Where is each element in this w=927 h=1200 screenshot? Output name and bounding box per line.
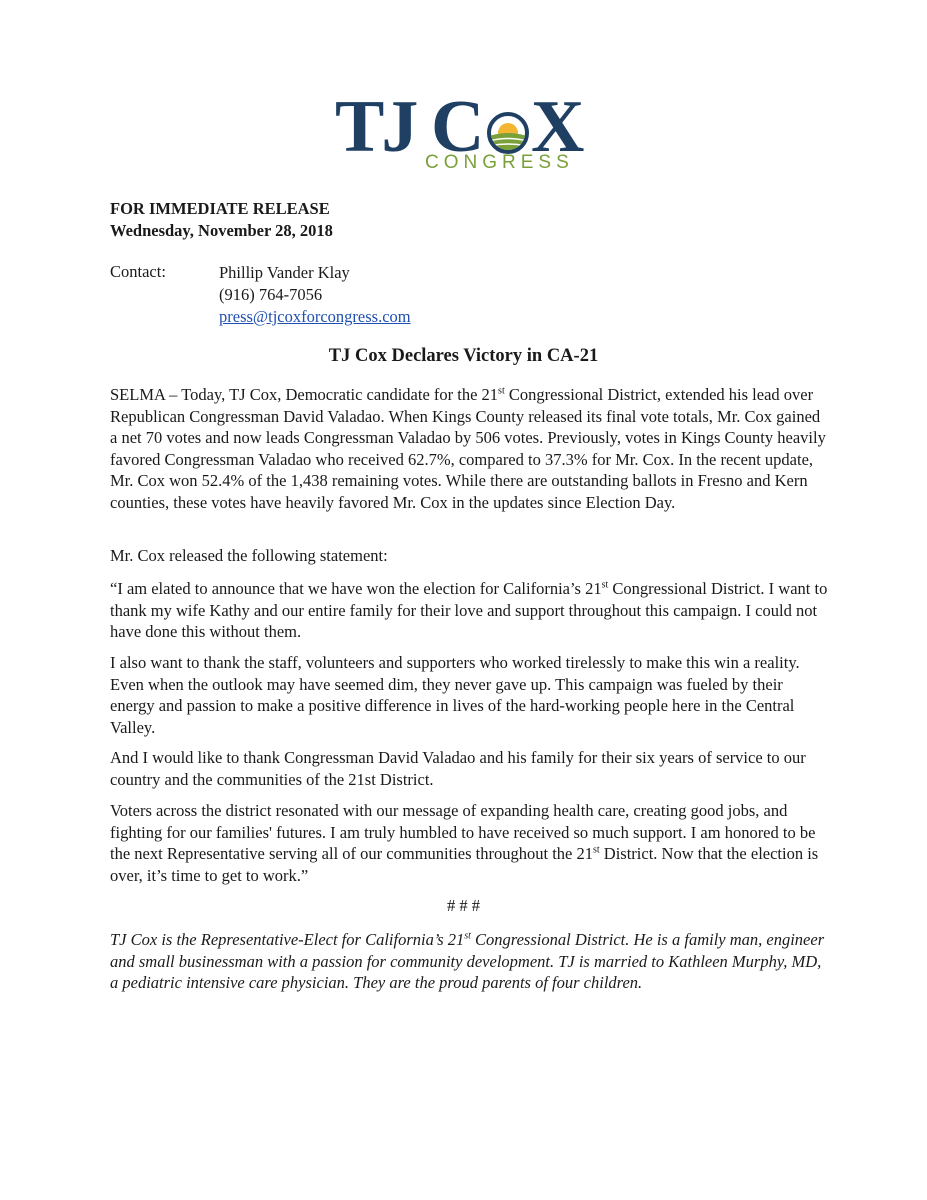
paragraph-quote-4: Voters across the district resonated with our message of expanding health care, creating good jobs, and fighting for our families' futures. I am truly humbled to have received so much support. I am honored to be the next Representative serving all of our communities throughout the 21st District. Now that the election is over, it’s time to get to work.”: [110, 801, 819, 885]
contact-email-link[interactable]: press@tjcoxforcongress.com: [219, 307, 411, 326]
paragraph-statement-lead: Mr. Cox released the following statement:: [110, 546, 388, 565]
paragraph-intro: SELMA – Today, TJ Cox, Democratic candidate for the 21st Congressional District, extended his lead over Republican Congressman David Valadao. When Kings County released its final vote totals, Mr. Cox gained a net 70 votes and now leads Congressman Valadao by 506 votes. Previously, votes in Kings County heavily favored Congressman Valadao who received 62.7%, compared to 37.3% for Mr. Cox. In the recent update, Mr. Cox won 52.4% of the 1,438 remaining votes. While there are outstanding ballots in Fresno and Kern counties, these votes have heavily favored Mr. Cox in the updates since Election Day.: [110, 385, 826, 512]
section-separator: # # #: [447, 896, 480, 915]
sun-field-icon: [487, 112, 529, 154]
contact-name: Phillip Vander Klay: [219, 263, 350, 282]
contact-details: [219, 262, 411, 328]
release-label: FOR IMMEDIATE RELEASE: [110, 199, 330, 218]
paragraph-quote-1: “I am elated to announce that we have won the election for California’s 21st Congressional District. I want to thank my wife Kathy and our entire family for their love and support throughout this campaign. I could not have done this without them.: [110, 579, 828, 641]
contact-label: Contact:: [110, 262, 166, 281]
paragraph-quote-2: I also want to thank the staff, volunteers and supporters who worked tirelessly to make this win a reality. Even when the outlook may have seemed dim, they never gave up. This campaign was fueled by their energy and passion to make a positive difference in lives of the hard-working people here in the Central Valley.: [110, 653, 800, 737]
headline: TJ Cox Declares Victory in CA-21: [328, 346, 599, 366]
paragraph-quote-3: And I would like to thank Congressman David Valadao and his family for their six years of service to our country and the communities of the 21st District.: [110, 748, 806, 789]
release-header: [110, 198, 333, 242]
bio-paragraph: TJ Cox is the Representative-Elect for California’s 21st Congressional District. He is a family man, engineer and small businessman with a passion for community development. TJ is married to Kathleen Murphy, MD, a pediatric intensive care physician. They are the proud parents of four children.: [110, 930, 825, 992]
release-date: Wednesday, November 28, 2018: [110, 221, 333, 240]
logo-congress-text: CONGRESS: [425, 152, 574, 173]
logo-tj-text: TJ: [335, 86, 416, 168]
logo-cox-c: C: [431, 86, 482, 168]
contact-phone: (916) 764-7056: [219, 285, 323, 304]
logo-cox-x: X: [531, 86, 585, 168]
tj-cox-congress-logo: [335, 86, 585, 182]
